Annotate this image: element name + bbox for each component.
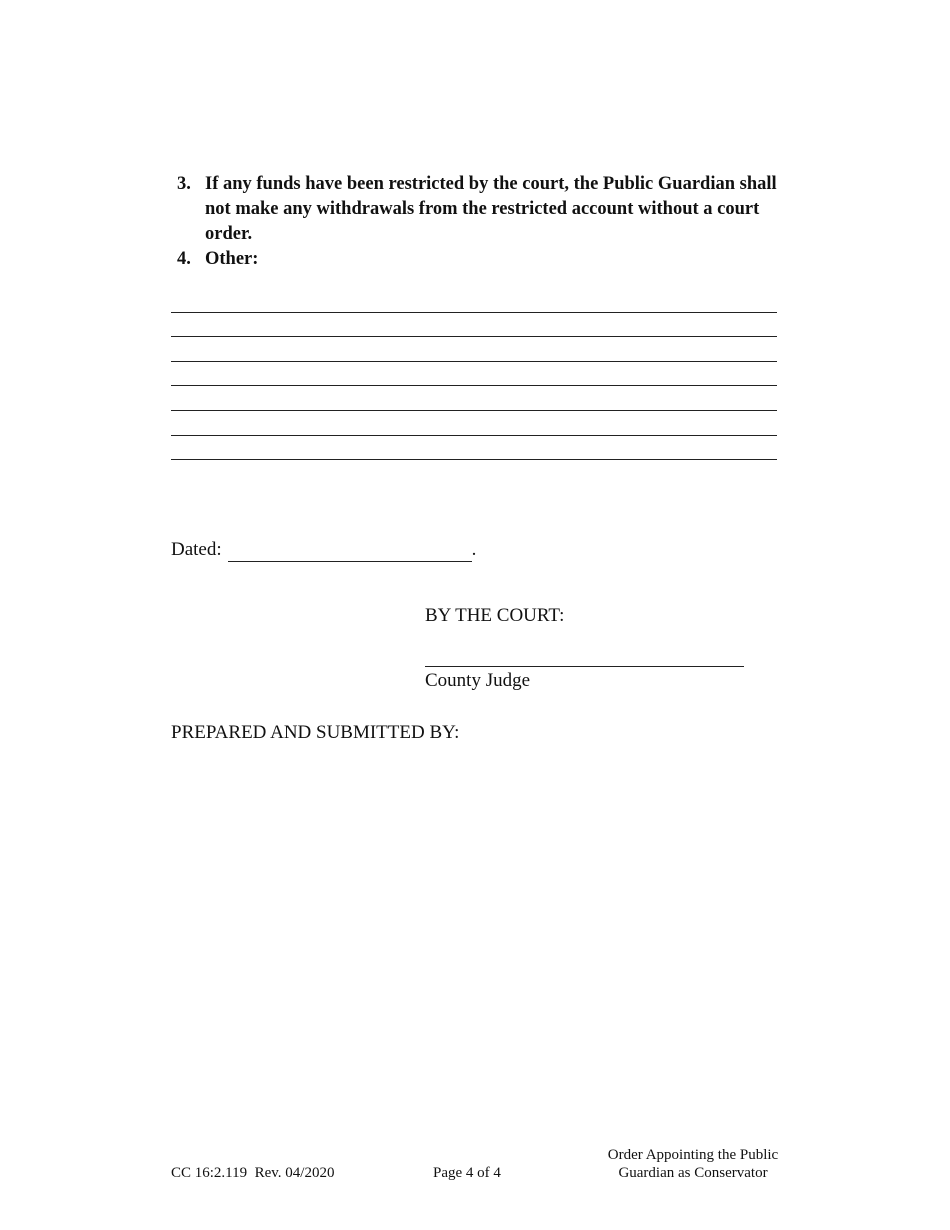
blank-line bbox=[171, 337, 777, 362]
prepared-by-label: PREPARED AND SUBMITTED BY: bbox=[171, 722, 460, 743]
footer-title-line-1: Order Appointing the Public bbox=[607, 1147, 779, 1163]
order-item-3 bbox=[171, 172, 791, 247]
blank-line bbox=[171, 386, 777, 411]
dated-label: Dated: bbox=[171, 539, 222, 560]
item-text: Other: bbox=[205, 249, 259, 269]
signer-title: County Judge bbox=[425, 670, 531, 691]
item-number: 3. bbox=[177, 174, 191, 194]
item-number: 4. bbox=[177, 249, 191, 269]
blank-line bbox=[171, 411, 777, 436]
order-item-4 bbox=[171, 247, 791, 272]
blank-line bbox=[171, 362, 777, 387]
item-text: If any funds have been restricted by the court, the Public Guardian shall not make any withdrawals from the restricted account without a court order. bbox=[205, 174, 777, 244]
dated-blank bbox=[228, 543, 472, 562]
blank-line bbox=[171, 313, 777, 338]
footer-title-line-2: Guardian as Conservator bbox=[618, 1165, 768, 1181]
blank-line bbox=[171, 288, 777, 313]
footer-form-id: CC 16:2.119 Rev. 04/2020 bbox=[171, 1165, 335, 1181]
footer-document-title bbox=[598, 1146, 788, 1182]
by-the-court-label: BY THE COURT: bbox=[425, 605, 565, 626]
footer-page-number: Page 4 of 4 bbox=[433, 1165, 501, 1181]
other-blank-lines bbox=[171, 288, 777, 460]
dated-field bbox=[171, 538, 476, 562]
signature-line bbox=[425, 666, 744, 667]
dated-period: . bbox=[471, 539, 477, 560]
blank-line bbox=[171, 436, 777, 461]
